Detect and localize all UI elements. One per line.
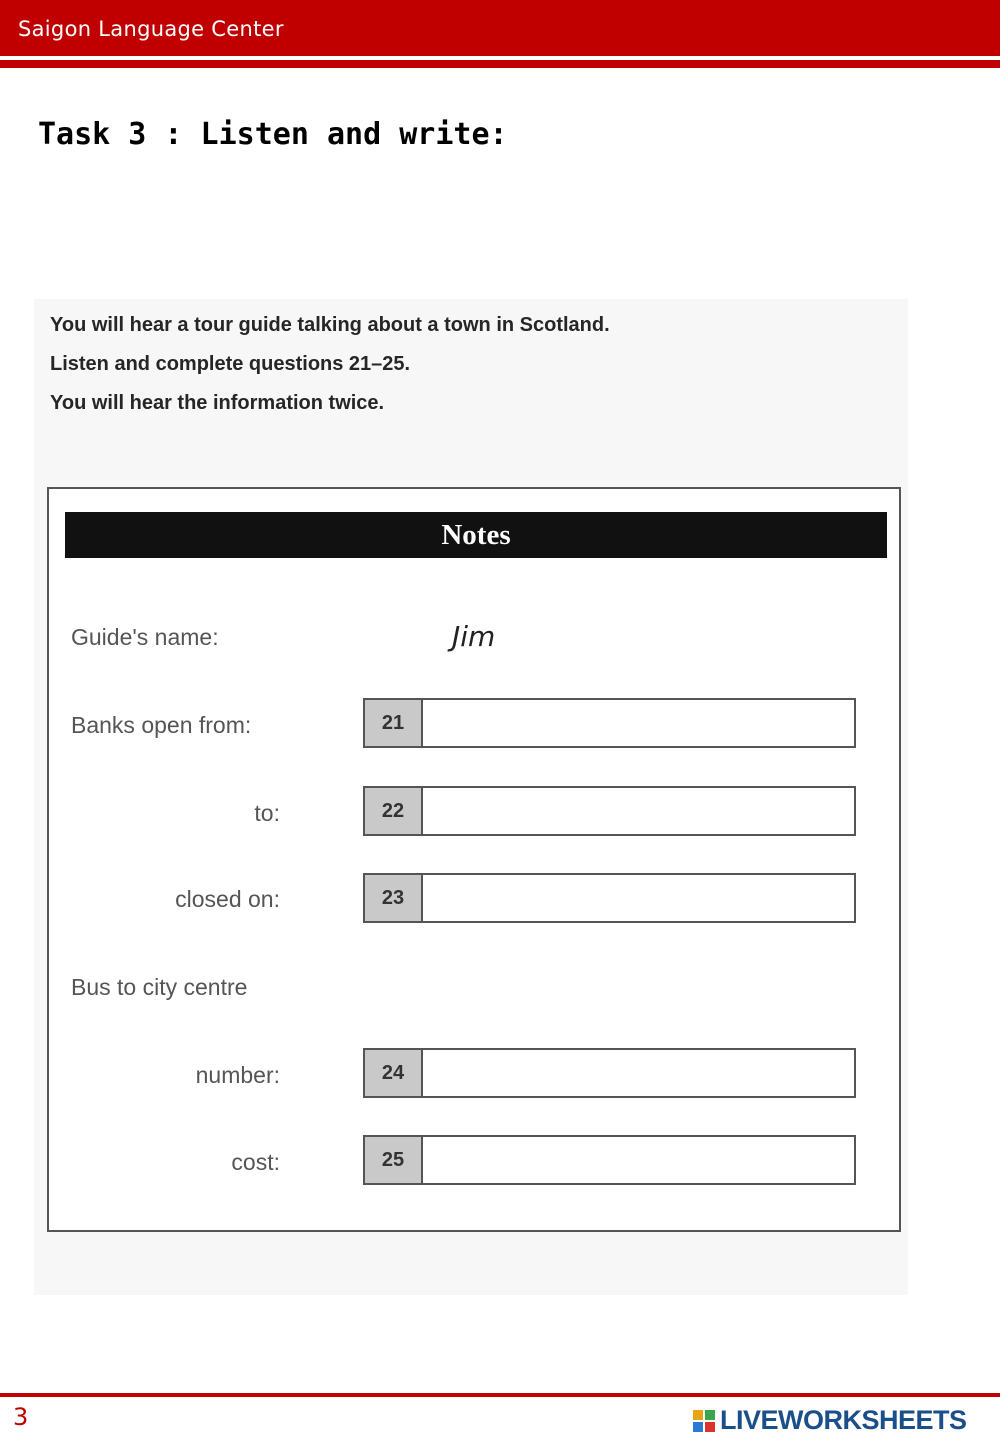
bus-number-label: number:	[195, 1062, 280, 1088]
guide-name-label: Guide's name:	[71, 624, 219, 650]
bus-heading: Bus to city centre	[71, 974, 248, 1000]
question-number-23: 23	[365, 875, 423, 921]
header-divider	[0, 60, 1000, 68]
answer-row-24	[363, 1048, 856, 1098]
instruction-line-2: Listen and complete questions 21–25.	[50, 353, 411, 375]
question-number-21: 21	[365, 700, 423, 746]
answer-row-22	[363, 786, 856, 836]
answer-input-24[interactable]	[423, 1050, 854, 1096]
task-title: Task 3 : Listen and write:	[38, 117, 508, 152]
guide-name-value: Jim	[452, 620, 496, 653]
question-number-24: 24	[365, 1050, 423, 1096]
banks-to-label: to:	[254, 800, 280, 826]
answer-input-21[interactable]	[423, 700, 854, 746]
answer-input-23[interactable]	[423, 875, 854, 921]
question-number-25: 25	[365, 1137, 423, 1183]
answer-row-21	[363, 698, 856, 748]
closed-on-label: closed on:	[175, 886, 280, 912]
answer-row-23	[363, 873, 856, 923]
notes-box	[47, 487, 901, 1232]
bus-cost-label: cost:	[231, 1149, 280, 1175]
notes-heading: Notes	[65, 512, 887, 558]
answer-input-25[interactable]	[423, 1137, 854, 1183]
header-title: Saigon Language Center	[18, 17, 284, 41]
brand-name: LIVEWORKSHEETS	[720, 1405, 967, 1435]
answer-row-25	[363, 1135, 856, 1185]
instruction-line-1: You will hear a tour guide talking about a town in Scotland.	[50, 314, 610, 336]
banks-open-label: Banks open from:	[71, 712, 252, 738]
question-number-22: 22	[365, 788, 423, 834]
footer-divider	[0, 1393, 1000, 1397]
liveworksheets-logo-icon	[693, 1410, 715, 1432]
instruction-line-3: You will hear the information twice.	[50, 392, 385, 414]
page-number: 3	[13, 1403, 29, 1431]
answer-input-22[interactable]	[423, 788, 854, 834]
brand-logo[interactable]	[693, 1405, 967, 1436]
